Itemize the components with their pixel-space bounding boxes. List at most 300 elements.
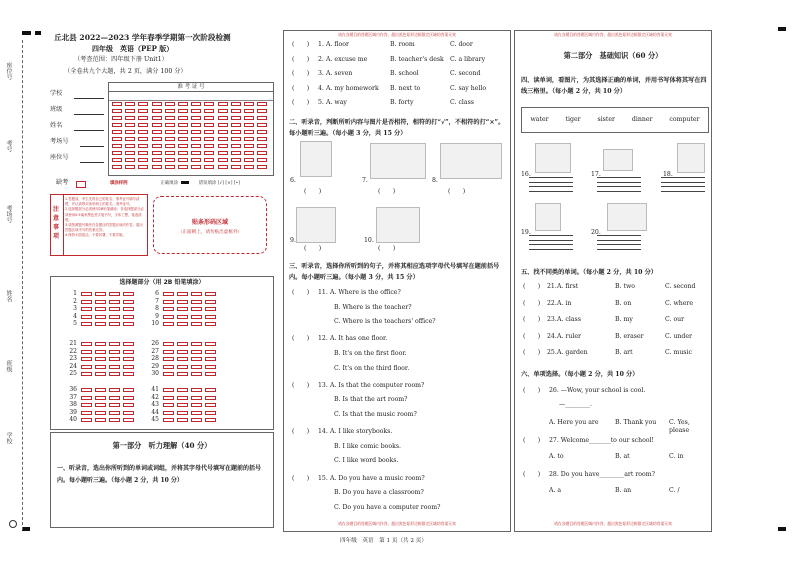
answer-bracket[interactable]: ( ) (292, 84, 310, 92)
choice-bubble-c[interactable] (109, 372, 120, 376)
choice-bubble-c[interactable] (109, 403, 120, 407)
answer-bracket[interactable]: ( ) (292, 55, 310, 63)
choice-bubble-c[interactable] (191, 350, 202, 354)
ticket-bubble[interactable] (112, 130, 122, 134)
choice-bubble-c[interactable] (191, 403, 202, 407)
ticket-bubble[interactable] (178, 137, 188, 141)
choice-bubble-d[interactable] (123, 372, 134, 376)
ticket-bubble[interactable] (152, 144, 162, 148)
choice-bubble-a[interactable] (81, 322, 92, 326)
choice-bubbles[interactable] (163, 342, 219, 346)
ticket-bubble[interactable] (165, 109, 175, 113)
choice-bubble-b[interactable] (177, 388, 188, 392)
ticket-bubble[interactable] (152, 165, 162, 169)
ticket-bubble[interactable] (204, 144, 214, 148)
ticket-bubble[interactable] (204, 130, 214, 134)
ticket-bubble[interactable] (178, 144, 188, 148)
choice-bubbles[interactable] (81, 372, 137, 376)
choice-bubbles[interactable] (81, 388, 137, 392)
ticket-bubble[interactable] (231, 151, 241, 155)
choice-bubble-a[interactable] (163, 322, 174, 326)
ticket-bubble[interactable] (231, 158, 241, 162)
choice-bubble-d[interactable] (123, 411, 134, 415)
ticket-bubble[interactable] (165, 158, 175, 162)
ticket-bubble[interactable] (178, 165, 188, 169)
choice-bubble-b[interactable] (95, 300, 106, 304)
choice-bubble-d[interactable] (123, 365, 134, 369)
answer-bracket[interactable]: ( ) (292, 99, 310, 107)
choice-bubble-c[interactable] (109, 365, 120, 369)
ticket-bubble[interactable] (138, 165, 148, 169)
choice-bubbles[interactable] (163, 388, 219, 392)
choice-bubbles[interactable] (163, 396, 219, 400)
choice-bubble-c[interactable] (109, 357, 120, 361)
ticket-bubble[interactable] (152, 151, 162, 155)
choice-bubble-c[interactable] (109, 292, 120, 296)
choice-bubble-c[interactable] (191, 388, 202, 392)
ticket-bubble[interactable] (231, 109, 241, 113)
ticket-bubble[interactable] (112, 158, 122, 162)
ticket-bubble[interactable] (191, 158, 201, 162)
choice-bubbles[interactable] (163, 418, 219, 422)
ticket-bubble[interactable] (257, 102, 267, 106)
ticket-bubble[interactable] (138, 116, 148, 120)
ticket-bubble[interactable] (204, 137, 214, 141)
choice-bubble-b[interactable] (95, 342, 106, 346)
answer-bracket[interactable]: ( ) (292, 381, 310, 389)
ticket-bubble[interactable] (191, 144, 201, 148)
choice-bubble-b[interactable] (95, 307, 106, 311)
choice-bubble-a[interactable] (81, 350, 92, 354)
choice-bubbles[interactable] (81, 403, 137, 407)
answer-bracket[interactable]: ( ) (378, 245, 396, 252)
ticket-bubble[interactable] (165, 144, 175, 148)
ticket-bubble[interactable] (152, 102, 162, 106)
ticket-bubble[interactable] (165, 165, 175, 169)
ticket-bubble[interactable] (257, 158, 267, 162)
choice-bubble-b[interactable] (177, 372, 188, 376)
choice-bubbles[interactable] (163, 411, 219, 415)
choice-bubble-d[interactable] (205, 350, 216, 354)
choice-bubble-b[interactable] (177, 307, 188, 311)
choice-bubble-b[interactable] (177, 411, 188, 415)
ticket-bubble[interactable] (165, 137, 175, 141)
choice-bubble-c[interactable] (109, 350, 120, 354)
ticket-bubble[interactable] (125, 130, 135, 134)
choice-bubble-c[interactable] (109, 411, 120, 415)
answer-bracket[interactable]: ( ) (448, 188, 466, 195)
choice-bubble-c[interactable] (109, 418, 120, 422)
choice-bubble-b[interactable] (177, 300, 188, 304)
ticket-bubble[interactable] (125, 158, 135, 162)
ticket-bubble[interactable] (138, 158, 148, 162)
choice-bubbles[interactable] (163, 357, 219, 361)
choice-bubbles[interactable] (81, 357, 137, 361)
ticket-bubble[interactable] (152, 137, 162, 141)
answer-bracket[interactable]: ( ) (523, 283, 541, 290)
choice-bubble-c[interactable] (109, 396, 120, 400)
choice-bubble-a[interactable] (163, 372, 174, 376)
answer-bracket[interactable]: ( ) (523, 471, 541, 478)
choice-bubble-a[interactable] (81, 292, 92, 296)
ticket-bubble[interactable] (204, 123, 214, 127)
ticket-bubble[interactable] (191, 109, 201, 113)
ticket-bubble[interactable] (165, 151, 175, 155)
choice-bubble-b[interactable] (95, 292, 106, 296)
choice-bubbles[interactable] (163, 365, 219, 369)
ticket-bubble[interactable] (218, 102, 228, 106)
choice-bubble-a[interactable] (163, 315, 174, 319)
ticket-bubble[interactable] (138, 123, 148, 127)
ticket-bubble[interactable] (165, 123, 175, 127)
choice-bubbles[interactable] (163, 307, 219, 311)
ticket-bubble[interactable] (152, 158, 162, 162)
choice-bubble-d[interactable] (123, 300, 134, 304)
choice-bubble-a[interactable] (81, 411, 92, 415)
choice-bubble-b[interactable] (177, 418, 188, 422)
ticket-bubble[interactable] (231, 123, 241, 127)
choice-bubbles[interactable] (81, 322, 137, 326)
choice-bubbles[interactable] (81, 307, 137, 311)
choice-bubble-d[interactable] (205, 315, 216, 319)
ticket-bubble[interactable] (125, 137, 135, 141)
choice-bubble-c[interactable] (109, 300, 120, 304)
choice-bubbles[interactable] (81, 300, 137, 304)
ticket-bubble[interactable] (244, 102, 254, 106)
absent-box[interactable] (76, 181, 86, 188)
ticket-bubble[interactable] (244, 165, 254, 169)
ticket-bubble[interactable] (204, 109, 214, 113)
ticket-bubble[interactable] (112, 137, 122, 141)
choice-bubble-a[interactable] (163, 418, 174, 422)
choice-bubble-b[interactable] (177, 350, 188, 354)
ticket-bubble[interactable] (178, 116, 188, 120)
choice-bubble-b[interactable] (177, 396, 188, 400)
ticket-bubble[interactable] (165, 130, 175, 134)
choice-bubble-a[interactable] (81, 307, 92, 311)
choice-bubble-c[interactable] (191, 411, 202, 415)
choice-bubble-b[interactable] (177, 365, 188, 369)
choice-bubble-c[interactable] (191, 418, 202, 422)
choice-bubble-a[interactable] (81, 365, 92, 369)
choice-bubble-d[interactable] (123, 388, 134, 392)
ticket-bubble[interactable] (125, 109, 135, 113)
ticket-bubble[interactable] (257, 144, 267, 148)
ticket-bubble[interactable] (125, 102, 135, 106)
ticket-bubble[interactable] (152, 116, 162, 120)
choice-bubble-b[interactable] (95, 315, 106, 319)
ticket-bubble[interactable] (138, 102, 148, 106)
choice-bubbles[interactable] (81, 365, 137, 369)
choice-bubbles[interactable] (81, 315, 137, 319)
choice-bubble-d[interactable] (205, 403, 216, 407)
ticket-bubble[interactable] (178, 158, 188, 162)
ticket-bubble[interactable] (244, 109, 254, 113)
ticket-bubble[interactable] (204, 165, 214, 169)
ticket-bubble[interactable] (178, 109, 188, 113)
choice-bubble-d[interactable] (123, 322, 134, 326)
choice-bubble-a[interactable] (81, 372, 92, 376)
ticket-bubble[interactable] (178, 130, 188, 134)
ticket-bubble[interactable] (218, 158, 228, 162)
ticket-bubble[interactable] (125, 123, 135, 127)
choice-bubbles[interactable] (81, 292, 137, 296)
ticket-bubble[interactable] (178, 123, 188, 127)
answer-bracket[interactable]: ( ) (304, 188, 322, 195)
choice-bubble-b[interactable] (177, 315, 188, 319)
choice-bubble-d[interactable] (205, 411, 216, 415)
ticket-bubble[interactable] (244, 137, 254, 141)
ticket-bubble[interactable] (138, 130, 148, 134)
choice-bubble-c[interactable] (191, 396, 202, 400)
answer-bracket[interactable]: ( ) (304, 245, 322, 252)
choice-bubble-c[interactable] (109, 342, 120, 346)
choice-bubble-d[interactable] (205, 300, 216, 304)
choice-bubble-d[interactable] (123, 342, 134, 346)
choice-bubbles[interactable] (81, 342, 137, 346)
choice-bubble-b[interactable] (95, 322, 106, 326)
choice-bubble-d[interactable] (123, 292, 134, 296)
writing-lines[interactable] (597, 177, 641, 193)
choice-bubble-a[interactable] (81, 388, 92, 392)
ticket-bubble[interactable] (191, 102, 201, 106)
choice-bubble-c[interactable] (109, 315, 120, 319)
ticket-bubble[interactable] (138, 137, 148, 141)
choice-bubbles[interactable] (163, 300, 219, 304)
choice-bubble-d[interactable] (205, 418, 216, 422)
choice-bubbles[interactable] (163, 350, 219, 354)
ticket-bubble[interactable] (112, 144, 122, 148)
choice-bubble-d[interactable] (123, 403, 134, 407)
answer-bracket[interactable]: ( ) (292, 474, 310, 482)
choice-bubble-d[interactable] (205, 322, 216, 326)
ticket-bubble[interactable] (112, 109, 122, 113)
ticket-bubble[interactable] (112, 151, 122, 155)
ticket-bubble[interactable] (112, 102, 122, 106)
choice-bubble-a[interactable] (163, 365, 174, 369)
ticket-bubble[interactable] (244, 116, 254, 120)
answer-bracket[interactable]: ( ) (523, 299, 541, 307)
choice-bubble-a[interactable] (163, 357, 174, 361)
ticket-bubble[interactable] (257, 123, 267, 127)
choice-bubble-d[interactable] (123, 307, 134, 311)
answer-bracket[interactable]: ( ) (292, 70, 310, 78)
ticket-bubble[interactable] (257, 116, 267, 120)
choice-bubble-b[interactable] (95, 357, 106, 361)
choice-bubble-a[interactable] (163, 403, 174, 407)
ticket-bubble[interactable] (112, 123, 122, 127)
ticket-bubble[interactable] (178, 151, 188, 155)
choice-bubble-b[interactable] (177, 322, 188, 326)
ticket-bubble[interactable] (218, 165, 228, 169)
choice-bubble-a[interactable] (81, 315, 92, 319)
answer-bracket[interactable]: ( ) (292, 335, 310, 343)
ticket-bubble[interactable] (152, 123, 162, 127)
ticket-bubble[interactable] (191, 116, 201, 120)
ticket-bubble[interactable] (244, 144, 254, 148)
ticket-bubble[interactable] (138, 151, 148, 155)
choice-bubble-a[interactable] (163, 350, 174, 354)
choice-bubble-a[interactable] (163, 292, 174, 296)
ticket-bubble[interactable] (257, 130, 267, 134)
choice-bubble-c[interactable] (191, 357, 202, 361)
ticket-bubble[interactable] (125, 116, 135, 120)
choice-bubble-d[interactable] (205, 292, 216, 296)
choice-bubbles[interactable] (81, 411, 137, 415)
choice-bubble-a[interactable] (163, 411, 174, 415)
choice-bubble-b[interactable] (95, 411, 106, 415)
ticket-bubble[interactable] (152, 109, 162, 113)
choice-bubble-c[interactable] (191, 315, 202, 319)
choice-bubble-a[interactable] (81, 418, 92, 422)
choice-bubbles[interactable] (163, 315, 219, 319)
ticket-bubble[interactable] (165, 116, 175, 120)
choice-bubble-b[interactable] (95, 372, 106, 376)
choice-bubbles[interactable] (163, 372, 219, 376)
choice-bubble-a[interactable] (163, 307, 174, 311)
ticket-bubble[interactable] (218, 144, 228, 148)
choice-bubbles[interactable] (163, 322, 219, 326)
choice-bubble-c[interactable] (191, 372, 202, 376)
choice-bubble-b[interactable] (95, 350, 106, 354)
writing-lines[interactable] (597, 235, 641, 251)
choice-bubble-a[interactable] (163, 396, 174, 400)
ticket-bubble[interactable] (218, 130, 228, 134)
choice-bubbles[interactable] (163, 292, 219, 296)
choice-bubble-d[interactable] (123, 357, 134, 361)
ticket-bubble[interactable] (112, 165, 122, 169)
answer-bracket[interactable]: ( ) (523, 349, 541, 357)
choice-bubble-c[interactable] (191, 342, 202, 346)
ticket-bubble[interactable] (231, 116, 241, 120)
choice-bubble-a[interactable] (81, 300, 92, 304)
answer-bracket[interactable]: ( ) (378, 188, 396, 195)
choice-bubble-b[interactable] (177, 342, 188, 346)
ticket-bubble[interactable] (231, 165, 241, 169)
ticket-bubble[interactable] (178, 102, 188, 106)
choice-bubble-d[interactable] (205, 342, 216, 346)
choice-bubble-d[interactable] (123, 418, 134, 422)
choice-bubble-d[interactable] (123, 315, 134, 319)
ticket-bubble[interactable] (244, 158, 254, 162)
ticket-bubble[interactable] (257, 109, 267, 113)
ticket-bubble[interactable] (257, 165, 267, 169)
choice-bubble-d[interactable] (123, 396, 134, 400)
choice-bubble-b[interactable] (177, 357, 188, 361)
choice-bubble-a[interactable] (81, 403, 92, 407)
choice-bubble-a[interactable] (163, 300, 174, 304)
ticket-bubble[interactable] (231, 130, 241, 134)
answer-bracket[interactable]: ( ) (292, 41, 310, 48)
ticket-bubble[interactable] (125, 165, 135, 169)
choice-bubble-c[interactable] (191, 307, 202, 311)
ticket-bubble[interactable] (191, 137, 201, 141)
answer-bracket[interactable]: ( ) (523, 387, 541, 394)
choice-bubble-b[interactable] (177, 292, 188, 296)
choice-bubble-b[interactable] (95, 388, 106, 392)
choice-bubble-c[interactable] (191, 300, 202, 304)
writing-lines[interactable] (529, 235, 573, 251)
choice-bubble-b[interactable] (95, 403, 106, 407)
choice-bubble-c[interactable] (191, 365, 202, 369)
ticket-bubble[interactable] (257, 137, 267, 141)
choice-bubble-d[interactable] (205, 372, 216, 376)
choice-bubble-c[interactable] (191, 322, 202, 326)
choice-bubble-c[interactable] (109, 388, 120, 392)
ticket-bubble[interactable] (112, 116, 122, 120)
ticket-bubble[interactable] (204, 151, 214, 155)
ticket-bubble[interactable] (125, 144, 135, 148)
choice-bubble-d[interactable] (205, 396, 216, 400)
ticket-bubble[interactable] (204, 102, 214, 106)
choice-bubble-c[interactable] (109, 322, 120, 326)
ticket-bubble[interactable] (244, 151, 254, 155)
ticket-bubble[interactable] (165, 102, 175, 106)
choice-bubble-a[interactable] (163, 388, 174, 392)
choice-bubble-d[interactable] (205, 307, 216, 311)
ticket-number-grid[interactable] (108, 82, 274, 176)
answer-bracket[interactable]: ( ) (292, 428, 310, 436)
choice-bubble-b[interactable] (95, 418, 106, 422)
ticket-bubble[interactable] (218, 116, 228, 120)
ticket-bubble[interactable] (138, 109, 148, 113)
ticket-bubble[interactable] (138, 144, 148, 148)
ticket-bubble[interactable] (191, 151, 201, 155)
ticket-bubble[interactable] (231, 102, 241, 106)
writing-lines[interactable] (529, 177, 573, 193)
choice-bubbles[interactable] (81, 418, 137, 422)
writing-lines[interactable] (661, 177, 705, 193)
ticket-bubble[interactable] (257, 151, 267, 155)
choice-bubble-d[interactable] (205, 357, 216, 361)
choice-bubble-d[interactable] (205, 365, 216, 369)
ticket-bubble[interactable] (204, 116, 214, 120)
choice-bubble-b[interactable] (177, 403, 188, 407)
choice-bubble-c[interactable] (109, 307, 120, 311)
choice-bubbles[interactable] (163, 403, 219, 407)
ticket-bubble[interactable] (218, 137, 228, 141)
choice-bubble-d[interactable] (205, 388, 216, 392)
choice-bubble-b[interactable] (95, 396, 106, 400)
choice-bubble-a[interactable] (163, 342, 174, 346)
ticket-bubble[interactable] (191, 165, 201, 169)
answer-bracket[interactable]: ( ) (523, 437, 541, 444)
ticket-bubble[interactable] (191, 123, 201, 127)
choice-bubble-a[interactable] (81, 342, 92, 346)
ticket-bubble[interactable] (152, 130, 162, 134)
choice-bubbles[interactable] (81, 396, 137, 400)
choice-bubble-b[interactable] (95, 365, 106, 369)
answer-bracket[interactable]: ( ) (523, 316, 541, 324)
choice-bubble-a[interactable] (81, 357, 92, 361)
ticket-bubble[interactable] (231, 137, 241, 141)
ticket-bubble[interactable] (191, 130, 201, 134)
choice-bubble-a[interactable] (81, 396, 92, 400)
ticket-bubble[interactable] (231, 144, 241, 148)
ticket-bubble[interactable] (125, 151, 135, 155)
ticket-bubble[interactable] (204, 158, 214, 162)
ticket-bubble[interactable] (244, 130, 254, 134)
answer-bracket[interactable]: ( ) (292, 289, 310, 296)
choice-bubble-c[interactable] (191, 292, 202, 296)
ticket-bubble[interactable] (218, 123, 228, 127)
answer-bracket[interactable]: ( ) (523, 332, 541, 340)
ticket-bubble[interactable] (218, 109, 228, 113)
choice-bubble-d[interactable] (123, 350, 134, 354)
choice-bubbles[interactable] (81, 350, 137, 354)
ticket-bubble[interactable] (218, 151, 228, 155)
ticket-bubble[interactable] (244, 123, 254, 127)
